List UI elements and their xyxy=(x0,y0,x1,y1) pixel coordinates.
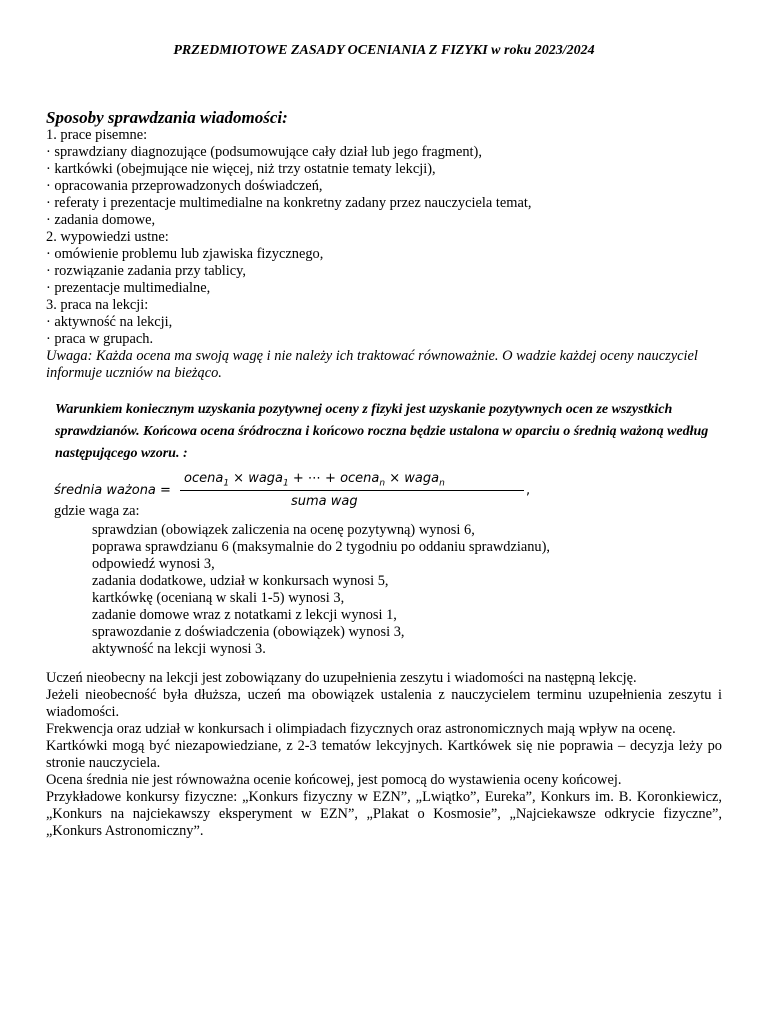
document-title: PRZEDMIOTOWE ZASADY OCENIANIA Z FIZYKI w roku 2023/2024 xyxy=(173,43,595,58)
weight-item: sprawozdanie z doświadczenia (obowiązek) wynosi 3, xyxy=(92,624,405,640)
rules-paragraphs xyxy=(46,670,722,840)
list-item: · referaty i prezentacje multimedialne na konkretny zadany przez nauczyciela temat, xyxy=(46,195,532,211)
fraction-bar xyxy=(180,490,524,491)
weight-item: kartkówkę (ocenianą w skali 1-5) wynosi 3, xyxy=(92,590,345,606)
list-item: 1. prace pisemne: xyxy=(46,127,148,143)
list-item: 2. wypowiedzi ustne: xyxy=(46,229,169,245)
weights-list xyxy=(92,522,550,658)
weight-item: zadania dodatkowe, udział w konkursach wynosi 5, xyxy=(92,573,389,589)
condition-paragraph: Warunkiem koniecznym uzyskania pozytywnej oceny z fizyki jest uzyskanie pozytywnych ocen ze wszystkich sprawdzianów. Końcowa ocena śródroczna i końcowo roczna będzie ustalona w oparciu o średnią ważoną według następującego wzoru. : xyxy=(55,402,709,461)
methods-list xyxy=(46,127,736,382)
list-item: · sprawdziany diagnozujące (podsumowujące cały dział lub jego fragment), xyxy=(46,144,482,160)
weight-item: zadanie domowe wraz z notatkami z lekcji wynosi 1, xyxy=(92,607,397,623)
formula-lhs: średnia ważona = xyxy=(54,483,171,498)
list-item: · aktywność na lekcji, xyxy=(46,314,173,330)
weight-item: sprawdzian (obowiązek zaliczenia na ocenę pozytywną) wynosi 6, xyxy=(92,522,475,538)
list-item: 3. praca na lekcji: xyxy=(46,297,149,313)
note-text: Uwaga: Każda ocena ma swoją wagę i nie należy ich traktować równoważnie. O wadzie każdej oceny nauczyciel informuje uczniów na bieżąco. xyxy=(46,348,698,381)
list-item: · praca w grupach. xyxy=(46,331,154,347)
list-item: · omówienie problemu lub zjawiska fizycznego, xyxy=(46,246,324,262)
paragraph: Kartkówki mogą być niezapowiedziane, z 2-3 tematów lekcyjnych. Kartkówek się nie poprawia – decyzja leży po stronie nauczyciela. xyxy=(46,738,722,771)
section-heading: Sposoby sprawdzania wiadomości: xyxy=(46,108,288,127)
list-item: · zadania domowe, xyxy=(46,212,156,228)
paragraph: Frekwencja oraz udział w konkursach i olimpiadach fizycznych oraz astronomicznych mają wpływ na ocenę. xyxy=(46,721,676,737)
formula-denominator: suma wag xyxy=(291,494,358,509)
formula-comma: , xyxy=(526,483,531,498)
weight-item: poprawa sprawdzianu 6 (maksymalnie do 2 tygodniu po oddaniu sprawdzianu), xyxy=(92,539,550,555)
list-item: · prezentacje multimedialne, xyxy=(46,280,211,296)
weights-intro: gdzie waga za: xyxy=(54,503,140,519)
paragraph: Ocena średnia nie jest równoważna ocenie końcowej, jest pomocą do wystawienia oceny końcowej. xyxy=(46,772,622,788)
weight-item: aktywność na lekcji wynosi 3. xyxy=(92,641,266,657)
formula-numerator: ocena$_1$ × waga$_1$ + ⋯ + ocena$_n$ × waga$_n$ xyxy=(184,471,445,489)
paragraph: Jeżeli nieobecność była dłuższa, uczeń ma obowiązek ustalenia z nauczycielem terminu uzupełnienia zeszytu i wiadomości. xyxy=(46,687,722,720)
list-item: · rozwiązanie zadania przy tablicy, xyxy=(46,263,247,279)
paragraph: Przykładowe konkursy fizyczne: „Konkurs fizyczny w EZN”, „Lwiątko”, Eureka”, Konkurs im. B. Koronkiewicz, „Konkurs na najciekawszy eksperyment w EZN”, „Plakat o Kosmosie”, „Najciekawsze odkrycie fizyczne”, „Konkurs Astronomiczny”. xyxy=(46,789,722,839)
weight-item: odpowiedź wynosi 3, xyxy=(92,556,215,572)
list-item: · kartkówki (obejmujące nie więcej, niż trzy ostatnie tematy lekcji), xyxy=(46,161,436,177)
paragraph: Uczeń nieobecny na lekcji jest zobowiązany do uzupełnienia zeszytu i wiadomości na następną lekcję. xyxy=(46,670,637,686)
list-item: · opracowania przeprowadzonych doświadczeń, xyxy=(46,178,323,194)
